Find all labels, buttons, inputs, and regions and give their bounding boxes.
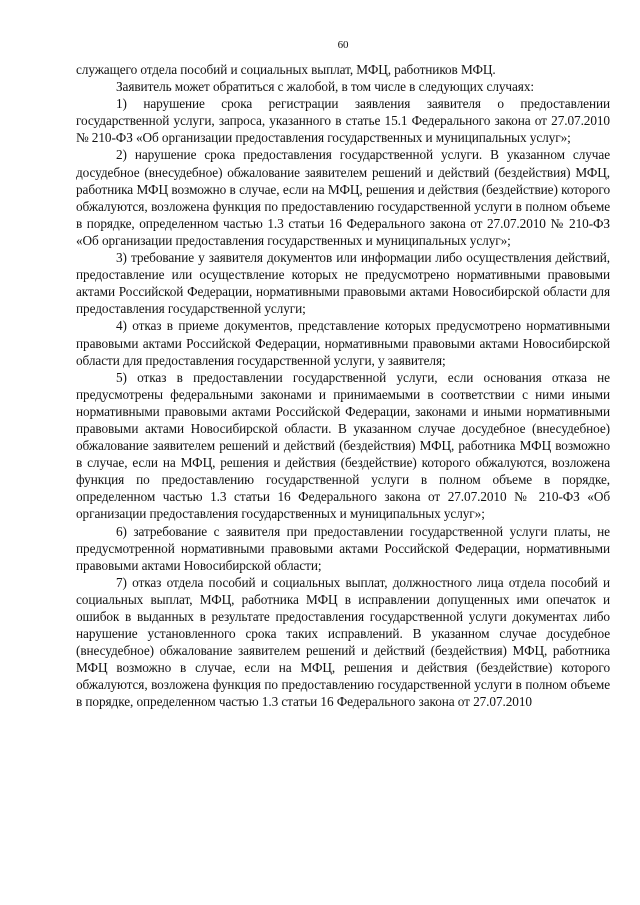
paragraph-item-3: 3) требование у заявителя документов или информации либо осуществления действий, предоставление или осуществление которых не предусмотрено нормативными правовыми актами Российской Федерации, нормативными правовыми актами Новосибирской области для предоставления государственной услуги; [76,250,610,317]
paragraph-item-6: 6) затребование с заявителя при предоставлении государственной услуги платы, не предусмотренной нормативными правовыми актами Российской Федерации, нормативными правовыми актами Новосибирской области; [76,523,610,573]
paragraph-complaint-intro: Заявитель может обратиться с жалобой, в том числе в следующих случаях: [116,79,534,95]
paragraph-item-5: 5) отказ в предоставлении государственной услуги, если основания отказа не предусмотрены федеральными законами и принимаемыми в соответствии с ними иными нормативными правовыми актами Российской Федерации, законами и иными нормативными правовыми актами Новосибирской области. В указанном случае досудебное (внесудебное) обжалование заявителем решений и действий (бездействия) МФЦ, работника МФЦ возможно в случае, если на МФЦ, решения и действия (бездействие) которого обжалуются, возложена функция по предоставлению государственной услуги в полном объеме в порядке, определенном частью 1.3 статьи 16 Федерального закона от 27.07.2010 № 210-ФЗ «Об организации предоставления государственных и муниципальных услуг»; [76,369,610,522]
paragraph-item-2: 2) нарушение срока предоставления государственной услуги. В указанном случае досудебное (внесудебное) обжалование заявителем решений и действий (бездействия) МФЦ, работника МФЦ возможно в случае, если на МФЦ, решения и действия (бездействие) которого обжалуются, возложена функция по предоставлению государственной услуги в полном объеме в порядке, определенном частью 1.3 статьи 16 Федерального закона от 27.07.2010 № 210-ФЗ «Об организации предоставления государственных и муниципальных услуг»; [76,147,610,248]
paragraph-item-7: 7) отказ отдела пособий и социальных выплат, должностного лица отдела пособий и социальных выплат, МФЦ, работника МФЦ в исправлении допущенных ими опечаток и ошибок в выданных в результате предоставления государственной услуги документах либо нарушение установленного срока таких исправлений. В указанном случае досудебное (внесудебное) обжалование заявителем решений и действий (бездействия) МФЦ, работника МФЦ возможно в случае, если на МФЦ, решения и действия (бездействие) которого обжалуются, возложена функция по предоставлению государственной услуги в полном объеме в порядке, определенном частью 1.3 статьи 16 Федерального закона от 27.07.2010 [76,574,610,710]
paragraph-item-1: 1) нарушение срока регистрации заявления заявителя о предоставлении государственной услуги, запроса, указанного в статье 15.1 Федерального закона от 27.07.2010 № 210-ФЗ «Об организации предоставления государственных и муниципальных услуг»; [76,96,610,146]
paragraph-item-4: 4) отказ в приеме документов, представление которых предусмотрено нормативными правовыми актами Российской Федерации, нормативными правовыми актами Новосибирской области для предоставления государственной услуги, у заявителя; [76,318,610,368]
paragraph-continuation: служащего отдела пособий и социальных выплат, МФЦ, работников МФЦ. [76,62,496,77]
document-body [76,61,610,711]
page-number: 60 [337,39,349,51]
